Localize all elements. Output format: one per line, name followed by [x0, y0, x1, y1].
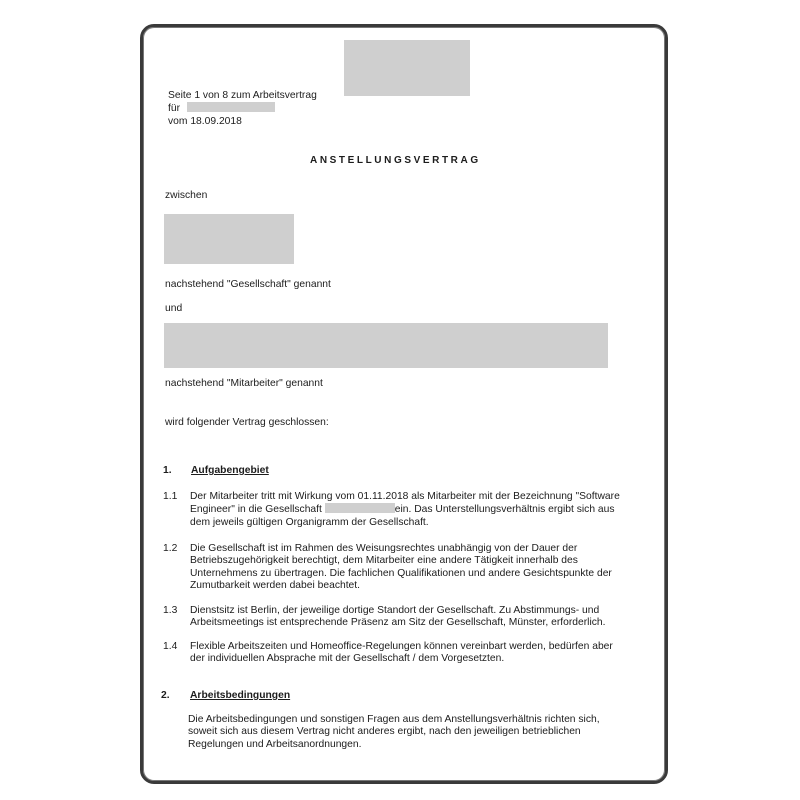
- redacted-employee: [164, 323, 608, 368]
- page-header: [168, 90, 317, 128]
- redacted-company: [164, 214, 294, 264]
- section-2-body: Die Arbeitsbedingungen und sonstigen Fragen aus dem Anstellungsverhältnis richten sich, soweit sich aus diesem Vertrag nicht anderes ergibt, nach den jeweiligen betrieblichen Regelungen und Arbeitsanordnungen.: [188, 714, 600, 750]
- clause-1-3-number: 1.3: [163, 605, 178, 616]
- page-info: Seite 1 von 8 zum Arbeitsvertrag: [168, 90, 317, 101]
- clause-1-2-number: 1.2: [163, 543, 178, 554]
- clause-1-4-number: 1.4: [163, 641, 178, 652]
- for-line: für: [168, 102, 317, 115]
- clause-1-1-number: 1.1: [163, 491, 178, 502]
- clause-1-2: Die Gesellschaft ist im Rahmen des Weisungsrechtes unabhängig von der Dauer der Betriebszugehörigkeit berechtigt, dem Mitarbeiter eine andere Tätigkeit innerhalb des Unternehmens zu übertragen. Die fachlichen Qualifikationen und andere Gesichtspunkte der Zumutbarkeit werden dabei beachtet.: [190, 543, 612, 592]
- clause-1-4: Flexible Arbeitszeiten und Homeoffice-Regelungen können vereinbart werden, bedürfen aber der individuellen Absprache mit der Gesellschaft / dem Vorgesetzten.: [190, 641, 613, 665]
- redacted-name: [187, 102, 275, 112]
- agreement-text: wird folgender Vertrag geschlossen:: [165, 417, 329, 428]
- date-line: vom 18.09.2018: [168, 115, 242, 127]
- company-note: nachstehend "Gesellschaft" genannt: [165, 279, 331, 290]
- clause-1-1: Der Mitarbeiter tritt mit Wirkung vom 01.11.2018 als Mitarbeiter mit der Bezeichnung "Software Engineer" in die Gesellschaft ein. Das Unterstellungsverhältnis ergibt sich aus dem jeweils gültigen Organigramm der Gesellschaft.: [190, 491, 620, 528]
- section-1-title: Aufgabengebiet: [191, 465, 269, 476]
- section-2-number: 2.: [161, 690, 170, 701]
- clause-1-3: Dienstsitz ist Berlin, der jeweilige dortige Standort der Gesellschaft. Zu Abstimmungs- und Arbeitsmeetings ist entsprechende Präsenz am Sitz der Gesellschaft, Münster, erforderlich.: [190, 605, 606, 629]
- section-2-title: Arbeitsbedingungen: [190, 690, 291, 701]
- section-1-number: 1.: [163, 465, 172, 476]
- between-text: zwischen: [165, 190, 208, 201]
- employee-note: nachstehend "Mitarbeiter" genannt: [165, 378, 323, 389]
- contract-page: [140, 24, 668, 784]
- redacted-company-inline: [325, 503, 395, 513]
- document-title: ANSTELLUNGSVERTRAG: [310, 155, 481, 166]
- and-text: und: [165, 303, 183, 314]
- redacted-logo: [344, 40, 470, 96]
